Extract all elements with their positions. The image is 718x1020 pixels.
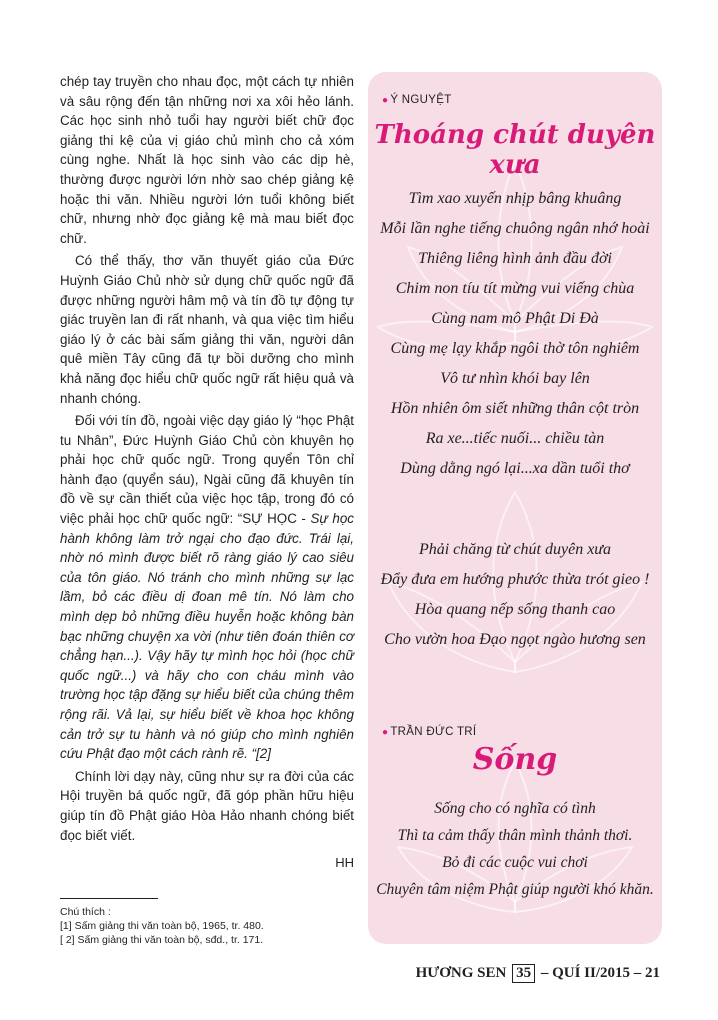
poem-line: Đẩy đưa em hướng phước thừa trót gieo ! (380, 571, 650, 588)
footnote-item: [ 2] Sấm giảng thi văn toàn bộ, sđd., tr. 171. (60, 934, 264, 946)
footer-dash: – (633, 965, 642, 981)
poem-line: Chim non tíu tít mừng vui viếng chùa (395, 280, 635, 297)
magazine-name: HƯƠNG SEN (415, 965, 507, 981)
poem-line: Hồn nhiên ôm siết những thân cột tròn (390, 400, 640, 417)
poem-line: Ra xe...tiếc nuối... chiều tàn (425, 430, 605, 447)
poem-author: ● Ý NGUYỆT (382, 94, 452, 106)
article-body (60, 72, 354, 873)
poem-line: Phải chăng từ chút duyên xưa (418, 541, 612, 558)
poem-line: Cho vườn hoa Đạo ngọt ngào hương sen (384, 631, 646, 648)
quote-text: Sự học hành không làm trở ngại cho đạo đức. Trái lại, nhờ nó mình được biết rõ ràng giáo lý cao siêu của tôn giáo. Nó tránh cho mình những sự lạc lầm, bỏ các điều dị đoan mê tín. Nó làm cho mình dẹp bỏ những điều huyễn hoặc không bàn bạc những chuyện xa vời (như tiên đoán thiên cơ chẳng hạn...). Vậy hãy tự mình học hỏi (học chữ quốc ngữ...) và hãy cho con cháu mình vào trường học tập đặng sự hiểu biết của chúng thêm rộng rãi. Vả lại, sự hiểu biết về khoa học không cản trở sự tu hành và nó giúp cho mình nghiên cứu Phật đạo một cách rành rẽ. “[2] (60, 511, 354, 762)
article-paragraph: chép tay truyền cho nhau đọc, một cách tự nhiên và sâu rộng đến tận những nơi xa xôi hẻo lánh. Các học sinh nhỏ tuổi hay người biết chữ đọc giảng thi kệ của vị giáo chủ mình cho cả xóm cùng nghe. Nhất là học sinh vào các dịp hè, thường được người lớn nhờ sao chép giảng kệ hoặc thi văn. Nhiều người lớn tuổi không biết chữ, nhưng nhờ đọc giảng kệ mà mau biết đọc chữ. (60, 74, 354, 246)
article-paragraph: Chính lời dạy này, cũng như sự ra đời của các Hội truyền bá quốc ngữ, đã góp phần hữu hiệu giúp tín đồ Phật giáo Hòa Hảo nhanh chóng biết đọc biết viết. (60, 768, 354, 843)
poem-line: Vô tư nhìn khói bay lên (440, 370, 590, 387)
issue-number: 35 (512, 964, 535, 983)
issue-quarter: QUÍ II/2015 (552, 965, 630, 981)
poem-line: Bỏ đi các cuộc vui chơi (442, 854, 588, 871)
poem-line: Hòa quang nếp sống thanh cao (414, 601, 616, 618)
footnote-divider (60, 898, 158, 899)
poem-line: Thiêng liêng hình ảnh đầu đời (418, 250, 612, 267)
poem-line: Chuyên tâm niệm Phật giúp người khó khăn. (376, 881, 654, 898)
footnote-label: Chú thích : (60, 906, 111, 918)
author-signature: HH (335, 855, 354, 871)
poem-line: Sống cho có nghĩa có tình (434, 800, 596, 817)
poem-title: Thoáng chút duyên xưa (374, 120, 656, 180)
footer-dash: – (540, 965, 549, 981)
poem-line: Cùng nam mô Phật Di Đà (431, 310, 599, 327)
poem-stanza (368, 795, 662, 903)
poem-author: ● TRẦN ĐỨC TRÍ (382, 726, 477, 738)
article-paragraph: Có thể thấy, thơ văn thuyết giáo của Đức Huỳnh Giáo Chủ nhờ sử dụng chữ quốc ngữ đã được những người hâm mộ và tín đồ tự động tự giác truyền lan đi rất nhanh, và qua việc tìm hiểu giáo lý ở các bài sấm giảng thi văn, người dân quê miền Tây cũng đã tự bồi dưỡng cho mình khả năng đọc hiểu chữ quốc ngữ rất hiệu quả và nhanh chóng. (60, 253, 354, 406)
footnotes (60, 905, 360, 947)
page-footer (416, 964, 660, 983)
poem-line: Tìm xao xuyến nhịp bâng khuâng (408, 190, 622, 207)
poem-line: Thì ta cảm thấy thân mình thảnh thơi. (397, 827, 633, 844)
poem-stanza (368, 184, 662, 484)
page-number: 21 (645, 965, 660, 981)
poem-title: Sống (472, 742, 558, 777)
article-text: Đối với tín đồ, ngoài việc dạy giáo lý “học Phật tu Nhân”, Đức Huỳnh Giáo Chủ còn khuyên họ phải học chữ quốc ngữ. Trong quyển Tôn chỉ hành đạo (quyển sáu), Ngài cũng đã khuyên tín đồ về sự cần thiết của việc học tập, trong đó có việc phải học chữ quốc ngữ: “SỰ HỌC - (60, 413, 354, 527)
poem-panel (368, 72, 662, 944)
poem-stanza (368, 535, 662, 655)
footnote-item: [1] Sấm giảng thi văn toàn bộ, 1965, tr. 480. (60, 920, 264, 932)
poem-line: Dùng dằng ngó lại...xa dần tuổi thơ (400, 460, 630, 477)
article-paragraph (60, 411, 354, 764)
poem-line: Mỗi lần nghe tiếng chuông ngân nhớ hoài (380, 220, 650, 237)
poem-line: Cùng mẹ lạy khắp ngôi thờ tôn nghiêm (390, 340, 640, 357)
